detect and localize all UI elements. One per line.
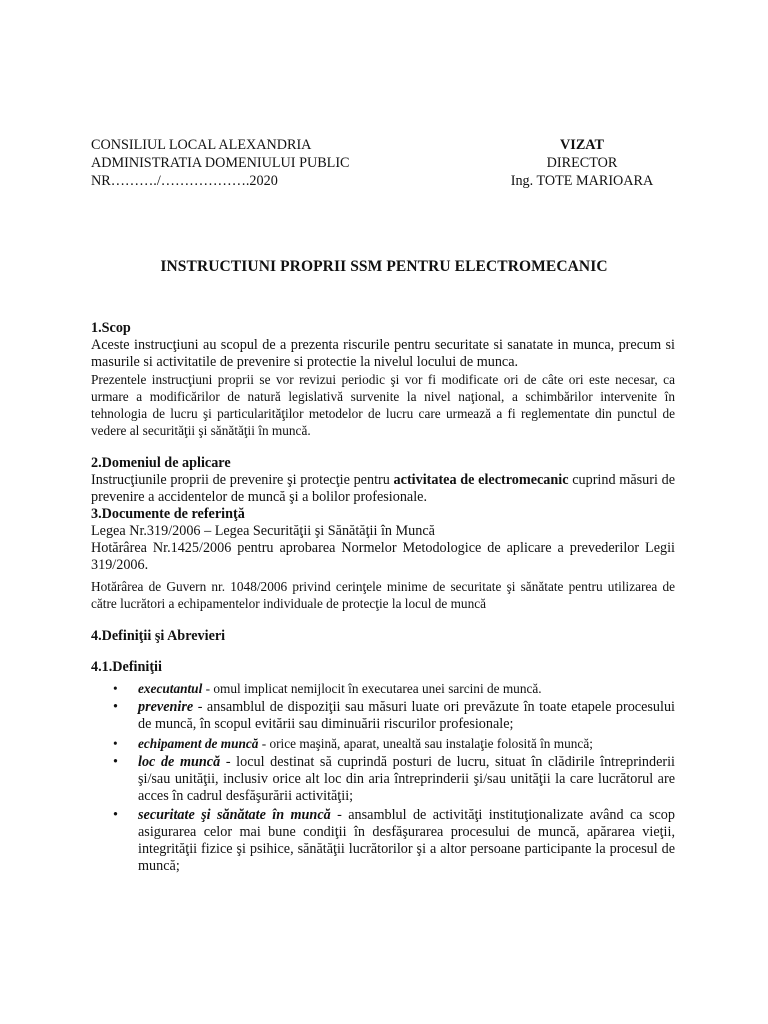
list-item: • securitate şi sănătate în muncă - ansamblul de activităţi instituţionalizate având ca scop asigurarea celor mai bune condiţii în desfăşurarea procesului de muncă, apărarea vieţii, integrităţii fizice şi psihice, sănătăţii lucrătorilor şi a altor persoane participante la procesul de muncă;: [138, 807, 675, 875]
section-1-paragraph-1: Aceste instrucţiuni au scopul de a prezenta riscurile pentru securitate si sanatate in munca, precum si masurile si activitatile de prevenire si protectie la nivelul locului de munca.: [91, 337, 675, 370]
section-1-heading: 1.Scop: [91, 320, 131, 336]
section-4-heading: 4.Definiţii şi Abrevieri: [91, 628, 226, 644]
section-2-paragraph: Instrucţiunile proprii de prevenire şi protecţie pentru activitatea de electromecanic cuprind măsuri de prevenire a accidentelor de muncă şi a bolilor profesionale.: [91, 472, 675, 505]
definitions-list: [91, 680, 675, 875]
list-item: • loc de muncă - locul destinat să cuprindă posturi de lucru, situat în clădirile întreprinderii şi/sau unităţii, inclusiv orice alt loc din aria întreprinderii şi/sau unităţii la care lucrătorul are acces în cadrul desfăşurării activităţii;: [138, 754, 675, 805]
issuer-administration: ADMINISTRATIA DOMENIULUI PUBLIC: [91, 155, 350, 171]
document-body: [91, 320, 675, 877]
approval-block: [500, 136, 664, 190]
document-title: INSTRUCTIUNI PROPRII SSM PENTRU ELECTROMECANIC: [160, 258, 608, 275]
registration-number: NR………./……………….2020: [91, 173, 278, 189]
section-2-heading: 2.Domeniul de aplicare: [91, 455, 231, 471]
section-1-paragraph-2: Prezentele instrucţiuni proprii se vor revizui periodic şi vor fi modificate ori de câte ori este necesar, ca urmare a modificărilor de natură legislativă survenite la nivel naţional, a schimbărilor intervenite în tehnologia de lucru şi particularităţilor metodelor de lucru care urmează a fi reglementate din punctul de vedere al securităţii şi sănătăţii în muncă.: [91, 372, 675, 438]
section-3-heading: 3.Documente de referinţă: [91, 506, 245, 522]
reference-law-319: Legea Nr.319/2006 – Legea Securităţii şi Sănătăţii în Muncă: [91, 523, 435, 539]
section-4-1-heading: 4.1.Definiţii: [91, 659, 162, 675]
approval-label: VIZAT: [560, 137, 604, 153]
reference-hg-1425: Hotărârea Nr.1425/2006 pentru aprobarea Normelor Metodologice de aplicare a prevederilor Legii 319/2006.: [91, 540, 675, 573]
issuer-council: CONSILIUL LOCAL ALEXANDRIA: [91, 137, 312, 153]
issuer-block: [91, 136, 350, 190]
list-item: • echipament de muncă - orice maşină, aparat, unealtă sau instalaţie folosită în muncă;: [138, 735, 675, 752]
approver-title: DIRECTOR: [546, 155, 618, 171]
list-item: • prevenire - ansamblul de dispoziţii sau măsuri luate ori prevăzute în toate etapele procesului de muncă, în scopul evitării sau diminuării riscurilor profesionale;: [138, 699, 675, 733]
approver-name: Ing. TOTE MARIOARA: [510, 173, 654, 189]
reference-hg-1048: Hotărârea de Guvern nr. 1048/2006 privind cerinţele minime de securitate şi sănătate pentru utilizarea de către lucrători a echipamentelor individuale de protecţie la locul de muncă: [91, 579, 675, 611]
list-item: • executantul - omul implicat nemijlocit în executarea unei sarcini de muncă.: [138, 680, 675, 697]
